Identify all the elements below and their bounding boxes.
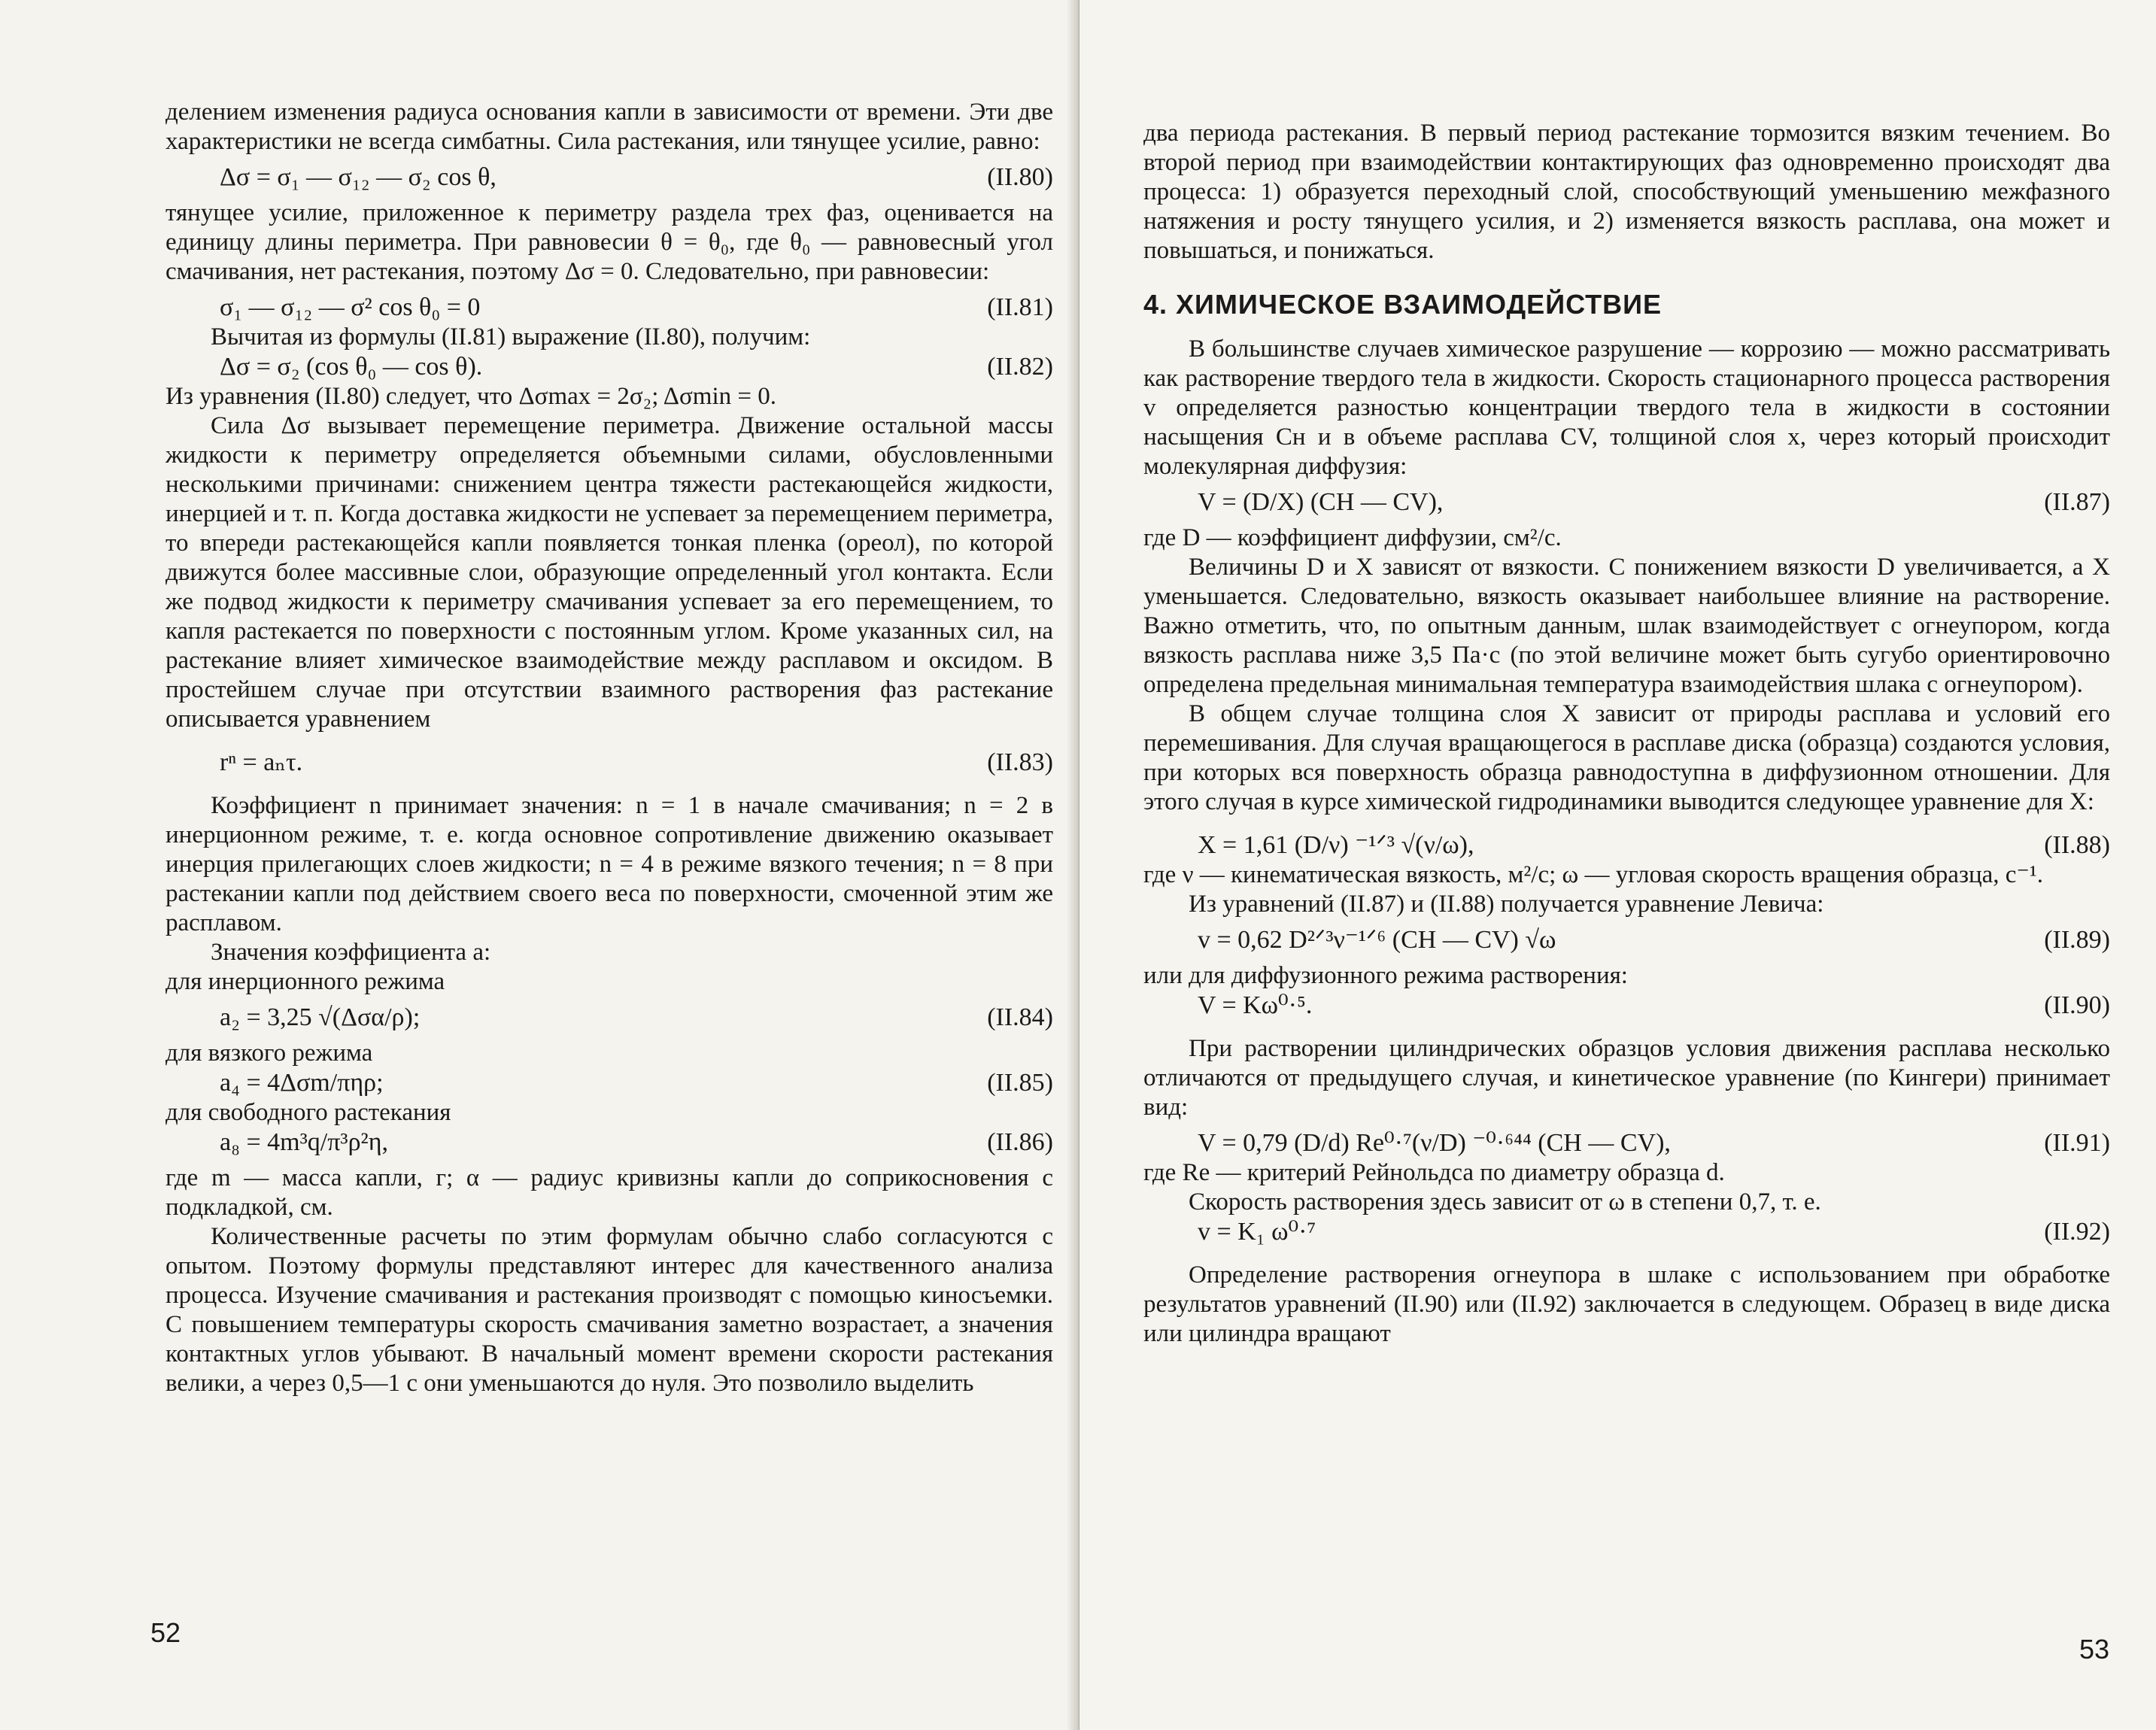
paragraph: Значения коэффициента a: xyxy=(211,939,491,966)
left-text-column xyxy=(165,98,1053,1398)
formula-text: Δσ = σ₁ — σ₁₂ — σ₂ cos θ, xyxy=(220,163,496,191)
formula-II-85 xyxy=(165,1068,1053,1098)
paragraph: где ν — кинематическая вязкость, м²/с; ω — угловая скорость вращения образца, с⁻¹. xyxy=(1143,861,2044,888)
paragraph: Определение растворения огнеупора в шлаке с использованием при обработке результатов уравнений (II.90) или (II.92) заключается в следующем. Образец в виде диска или цилиндра вращают xyxy=(1143,1261,2110,1347)
formula-text: v = K₁ ω⁰·⁷ xyxy=(1198,1218,1316,1246)
formula-text: a₈ = 4m³q/π³ρ²η, xyxy=(220,1128,389,1156)
formula-text: v = 0,62 D²ᐟ³ν⁻¹ᐟ⁶ (CН — CV) √ω xyxy=(1198,926,1556,954)
formula-II-83 xyxy=(165,748,1053,778)
equation-number: (II.92) xyxy=(2044,1218,2110,1246)
formula-text: X = 1,61 (D/ν) ⁻¹ᐟ³ √(ν/ω), xyxy=(1198,831,1474,859)
equation-number: (II.82) xyxy=(987,353,1053,381)
equation-number: (II.86) xyxy=(987,1128,1053,1156)
formula-II-89 xyxy=(1143,925,2110,955)
paragraph: При растворении цилиндрических образцов условия движения расплава несколько отличаются от предыдущего случая, и кинетическое уравнение (по Кингери) принимает вид: xyxy=(1143,1035,2110,1121)
paragraph: Вычитая из формулы (II.81) выражение (II.80), получим: xyxy=(211,323,811,351)
formula-text: a₂ = 3,25 √(Δσα/ρ); xyxy=(220,1003,421,1031)
formula-text: a₄ = 4Δσm/πηρ; xyxy=(220,1069,384,1097)
paragraph: делением изменения радиуса основания капли в зависимости от времени. Эти две характеристики не всегда симбатны. Сила растекания, или тянущее усилие, равно: xyxy=(165,99,1053,155)
paragraph: где m — масса капли, г; α — радиус кривизны капли до соприкосновения с подкладкой, см. xyxy=(165,1164,1053,1221)
paragraph: два периода растекания. В первый период растекание тормозится вязким течением. Во второй период при взаимодействии контактирующих фаз одновременно происходят два процесса: 1) образуется переходный слой, способствующий уменьшению межфазного натяжения и росту тянущего усилия, и 2) изменяется вязкость расплава, она может и повышаться, и понижаться. xyxy=(1143,120,2110,264)
formula-II-88 xyxy=(1143,830,2110,860)
formula-text: Δσ = σ₂ (cos θ₀ — cos θ). xyxy=(220,353,483,381)
paragraph: где D — коэффициент диффузии, см²/с. xyxy=(1143,524,1562,551)
page-number: 52 xyxy=(150,1617,181,1648)
formula-text: V = 0,79 (D/d) Re⁰·⁷(ν/D) ⁻⁰·⁶⁴⁴ (CН — CV), xyxy=(1198,1129,1671,1157)
equation-number: (II.88) xyxy=(2044,831,2110,859)
paragraph: Количественные расчеты по этим формулам обычно слабо согласуются с опытом. Поэтому формулы представляют интерес для качественного анализа процесса. Изучение смачивания и растекания производят с помощью киносъемки. С повышением температуры скорость смачивания заметно возрастает, а значения контактных углов убывают. В начальный момент времени скорости растекания велики, а через 0,5—1 с они уменьшаются до нуля. Это позволило выделить xyxy=(165,1223,1053,1397)
formula-text: V = Kω⁰·⁵. xyxy=(1198,991,1313,1019)
paragraph: тянущее усилие, приложенное к периметру раздела трех фаз, оценивается на единицу длины периметра. При равновесии θ = θ₀, где θ₀ — равновесный угол смачивания, нет растекания, поэтому Δσ = 0. Следовательно, при равновесии: xyxy=(165,199,1053,285)
paragraph: для вязкого режима xyxy=(165,1040,373,1067)
paragraph: В общем случае толщина слоя X зависит от природы расплава и условий его перемешивания. Для случая вращающегося в расплаве диска (образца) создаются условия, при которых вся поверхность образца равнодоступна в диффузионном отношении. Для этого случая в курсе химической гидродинамики выводится следующее уравнение для X: xyxy=(1143,700,2110,815)
formula-II-87 xyxy=(1143,487,2110,517)
equation-number: (II.85) xyxy=(987,1069,1053,1097)
formula-text: V = (D/X) (CН — CV), xyxy=(1198,488,1444,516)
equation-number: (II.87) xyxy=(2044,488,2110,516)
equation-number: (II.89) xyxy=(2044,926,2110,954)
formula-II-80 xyxy=(165,162,1053,193)
formula-II-81 xyxy=(165,293,1053,323)
formula-II-86 xyxy=(165,1128,1053,1158)
paragraph: Величины D и X зависят от вязкости. С понижением вязкости D увеличивается, а X уменьшается. Следовательно, вязкость оказывает наибольшее влияние на растворение. Важно отметить, что, по опытным данным, шлак взаимодействует с огнеупором, когда вязкость расплава ниже 3,5 Па·с (по этой величине может быть сугубо ориентировочно определена предельная минимальная температура взаимодействия шлака с огнеупором). xyxy=(1143,554,2110,698)
formula-text: rⁿ = aₙτ. xyxy=(220,748,303,776)
equation-number: (II.90) xyxy=(2044,991,2110,1019)
equation-number: (II.80) xyxy=(987,163,1053,191)
equation-number: (II.83) xyxy=(987,748,1053,776)
page-number: 53 xyxy=(2079,1634,2109,1665)
paragraph: где Re — критерий Рейнольдса по диаметру образца d. xyxy=(1143,1159,1725,1186)
paragraph: В большинстве случаев химическое разрушение — коррозию — можно рассматривать как растворение твердого тела в жидкости. Скорость стационарного процесса растворения v определяется разностью концентрации твердого тела в жидкости в состоянии насыщения Cн и в объеме расплава CV, толщиной слоя x, через который происходит молекулярная диффузия: xyxy=(1143,335,2110,480)
formula-II-82 xyxy=(165,352,1053,382)
paragraph: или для диффузионного режима растворения: xyxy=(1143,962,1628,989)
equation-number: (II.91) xyxy=(2044,1129,2110,1157)
paragraph: Сила Δσ вызывает перемещение периметра. Движение остальной массы жидкости к периметру определяется объемными силами, обусловленными несколькими причинами: снижением центра тяжести растекающейся жидкости, инерцией и т. п. Когда доставка жидкости не успевает за перемещением периметра, то впереди растекающейся капли появляется тонкая пленка (ореол), по которой движутся более массивные слои, образующие определенный угол контакта. Если же подвод жидкости к периметру смачивания успевает за его перемещением, то капля растекается по поверхности с постоянным углом. Кроме указанных сил, на растекание влияет химическое взаимодействие между расплавом и оксидом. В простейшем случае при отсутствии взаимного растворения фаз растекание описывается уравнением xyxy=(165,412,1053,733)
formula-II-92 xyxy=(1143,1217,2110,1247)
section-heading: 4. ХИМИЧЕСКОЕ ВЗАИМОДЕЙСТВИЕ xyxy=(1143,289,1663,320)
formula-II-90 xyxy=(1143,991,2110,1021)
right-text-column xyxy=(1143,98,2110,1349)
paragraph: Скорость растворения здесь зависит от ω в степени 0,7, т. е. xyxy=(1189,1188,1821,1216)
formula-text: σ₁ — σ₁₂ — σ² cos θ₀ = 0 xyxy=(220,293,481,321)
equation-number: (II.84) xyxy=(987,1003,1053,1031)
formula-II-84 xyxy=(165,1003,1053,1033)
right-page xyxy=(1080,0,2156,1730)
equation-number: (II.81) xyxy=(987,293,1053,321)
paragraph: Из уравнений (II.87) и (II.88) получается уравнение Левича: xyxy=(1189,891,1824,918)
paragraph: Из уравнения (II.80) следует, что Δσmax = 2σ₂; Δσmin = 0. xyxy=(165,383,776,410)
paragraph: Коэффициент n принимает значения: n = 1 в начале смачивания; n = 2 в инерционном режиме, т. е. когда основное сопротивление движению оказывает инерция прилегающих слоев жидкости; n = 4 в режиме вязкого течения; n = 8 при растекании капли под действием своего веса по поверхности, смоченной этим же расплавом. xyxy=(165,792,1053,936)
paragraph: для свободного растекания xyxy=(165,1099,451,1126)
formula-II-91 xyxy=(1143,1128,2110,1158)
paragraph: для инерционного режима xyxy=(165,968,445,995)
